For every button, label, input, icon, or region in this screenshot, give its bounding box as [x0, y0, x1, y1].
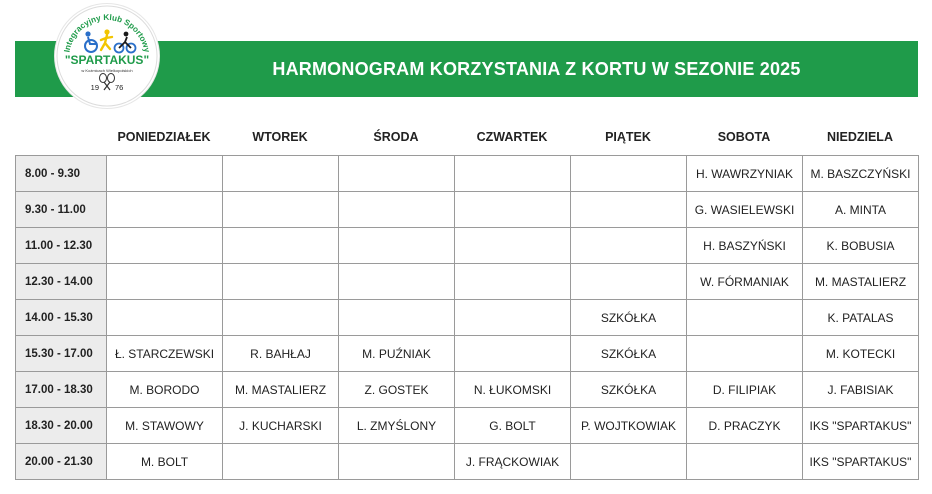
- schedule-cell: [223, 156, 339, 192]
- logo-club-name: "SPARTAKUS": [64, 53, 150, 67]
- schedule-cell: M. STAWOWY: [107, 408, 223, 444]
- schedule-cell: IKS "SPARTAKUS": [803, 444, 919, 480]
- schedule-cell: G. WASIELEWSKI: [687, 192, 803, 228]
- schedule-cell: L. ZMYŚLONY: [339, 408, 455, 444]
- schedule-cell: P. WOJTKOWIAK: [571, 408, 687, 444]
- schedule-cell: [571, 228, 687, 264]
- schedule-cell: [107, 192, 223, 228]
- schedule-cell: [455, 156, 571, 192]
- schedule-cell: [339, 300, 455, 336]
- club-logo: [55, 4, 159, 108]
- schedule-cell: [107, 264, 223, 300]
- schedule-cell: G. BOLT: [455, 408, 571, 444]
- table-row: [16, 444, 919, 480]
- schedule-cell: [107, 228, 223, 264]
- schedule-cell: [571, 444, 687, 480]
- schedule-cell: [223, 192, 339, 228]
- schedule-cell: J. FABISIAK: [803, 372, 919, 408]
- table-row: [16, 192, 919, 228]
- schedule-cell: [339, 264, 455, 300]
- day-header-row: [0, 124, 932, 150]
- schedule-cell: [223, 444, 339, 480]
- schedule-cell: M. MASTALIERZ: [223, 372, 339, 408]
- schedule-cell: A. MINTA: [803, 192, 919, 228]
- time-slot-cell: 8.00 - 9.30: [16, 156, 107, 192]
- schedule-cell: [455, 336, 571, 372]
- schedule-table: [15, 155, 919, 480]
- schedule-cell: [571, 264, 687, 300]
- schedule-cell: N. ŁUKOMSKI: [455, 372, 571, 408]
- schedule-cell: [455, 300, 571, 336]
- schedule-cell: M. MASTALIERZ: [803, 264, 919, 300]
- schedule-cell: [339, 156, 455, 192]
- schedule-cell: H. BASZYŃSKI: [687, 228, 803, 264]
- schedule-cell: H. WAWRZYNIAK: [687, 156, 803, 192]
- schedule-cell: J. KUCHARSKI: [223, 408, 339, 444]
- schedule-cell: [455, 228, 571, 264]
- schedule-cell: M. KOTECKI: [803, 336, 919, 372]
- logo-year-left: 19: [90, 83, 99, 92]
- schedule-cell: [223, 228, 339, 264]
- day-header: SOBOTA: [717, 130, 771, 144]
- schedule-cell: [687, 336, 803, 372]
- schedule-cell: [571, 192, 687, 228]
- schedule-cell: SZKÓŁKA: [571, 300, 687, 336]
- schedule-cell: R. BAHŁAJ: [223, 336, 339, 372]
- time-slot-cell: 9.30 - 11.00: [16, 192, 107, 228]
- day-header: NIEDZIELA: [827, 130, 893, 144]
- time-slot-cell: 11.00 - 12.30: [16, 228, 107, 264]
- table-row: [16, 408, 919, 444]
- schedule-cell: K. PATALAS: [803, 300, 919, 336]
- time-slot-cell: 20.00 - 21.30: [16, 444, 107, 480]
- day-header: ŚRODA: [373, 130, 419, 144]
- schedule-cell: [455, 192, 571, 228]
- table-row: [16, 336, 919, 372]
- schedule-cell: M. PUŹNIAK: [339, 336, 455, 372]
- day-header: PONIEDZIAŁEK: [117, 130, 211, 144]
- schedule-cell: M. BASZCZYŃSKI: [803, 156, 919, 192]
- day-header: CZWARTEK: [476, 130, 548, 144]
- schedule-cell: M. BORODO: [107, 372, 223, 408]
- time-slot-cell: 12.30 - 14.00: [16, 264, 107, 300]
- schedule-cell: J. FRĄCKOWIAK: [455, 444, 571, 480]
- time-slot-cell: 14.00 - 15.30: [16, 300, 107, 336]
- schedule-cell: IKS "SPARTAKUS": [803, 408, 919, 444]
- schedule-cell: SZKÓŁKA: [571, 372, 687, 408]
- logo-arc-text: Integracyjny Klub Sportowy: [62, 12, 152, 54]
- time-slot-cell: 15.30 - 17.00: [16, 336, 107, 372]
- schedule-cell: [571, 156, 687, 192]
- schedule-cell: D. PRACZYK: [687, 408, 803, 444]
- time-slot-cell: 17.00 - 18.30: [16, 372, 107, 408]
- schedule-cell: Z. GOSTEK: [339, 372, 455, 408]
- table-row: [16, 300, 919, 336]
- schedule-cell: [455, 264, 571, 300]
- schedule-cell: K. BOBUSIA: [803, 228, 919, 264]
- schedule-cell: M. BOLT: [107, 444, 223, 480]
- page-title: HARMONOGRAM KORZYSTANIA Z KORTU W SEZONIE 2025: [272, 58, 801, 79]
- logo-year-right: 76: [115, 83, 124, 92]
- schedule-cell: [687, 300, 803, 336]
- day-header: WTOREK: [252, 130, 308, 144]
- table-row: [16, 372, 919, 408]
- schedule-cell: [339, 192, 455, 228]
- day-header: PIĄTEK: [605, 130, 651, 144]
- schedule-cell: W. FÓRMANIAK: [687, 264, 803, 300]
- schedule-cell: [223, 264, 339, 300]
- schedule-cell: [107, 300, 223, 336]
- schedule-cell: [107, 156, 223, 192]
- schedule-cell: [339, 444, 455, 480]
- table-row: [16, 156, 919, 192]
- logo-location: w Koźmicach Wielkopolskich: [81, 68, 133, 73]
- schedule-cell: [223, 300, 339, 336]
- table-row: [16, 264, 919, 300]
- schedule-cell: SZKÓŁKA: [571, 336, 687, 372]
- schedule-cell: [687, 444, 803, 480]
- table-row: [16, 228, 919, 264]
- schedule-cell: D. FILIPIAK: [687, 372, 803, 408]
- time-slot-cell: 18.30 - 20.00: [16, 408, 107, 444]
- schedule-cell: [339, 228, 455, 264]
- schedule-cell: Ł. STARCZEWSKI: [107, 336, 223, 372]
